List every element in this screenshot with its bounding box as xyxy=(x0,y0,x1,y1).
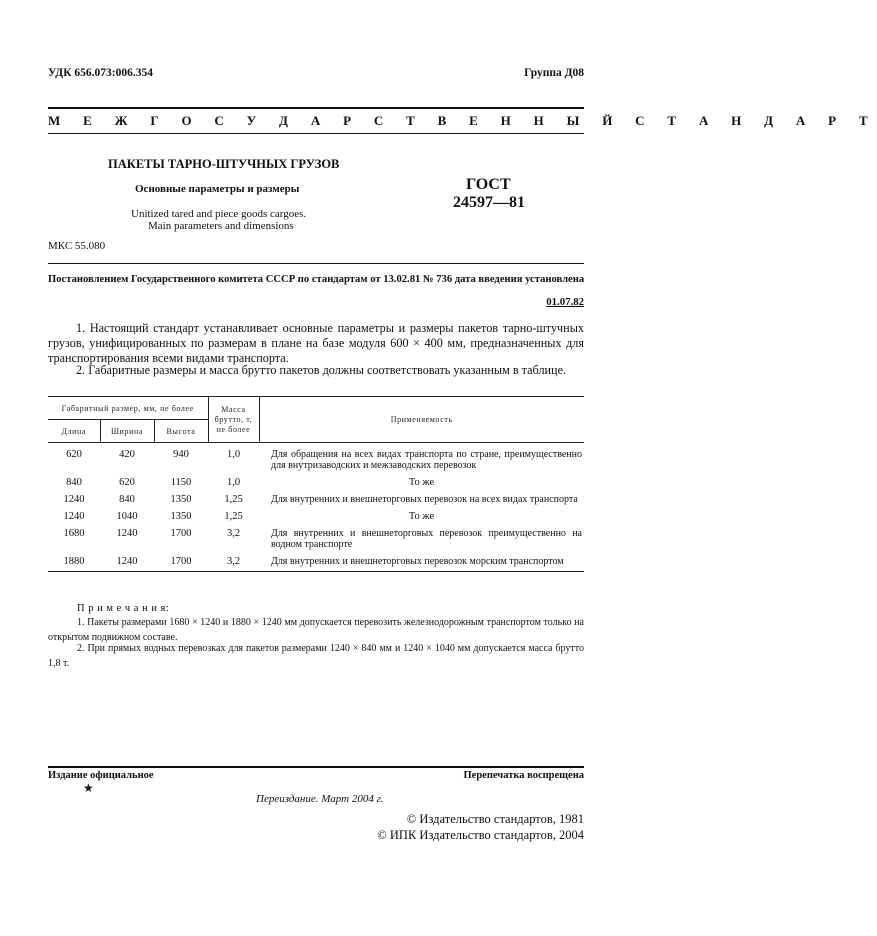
introduction-date: 01.07.82 xyxy=(546,296,584,308)
cell-mass: 3,2 xyxy=(226,556,241,567)
cell-mass: 1,25 xyxy=(224,494,243,505)
cell-length: 620 xyxy=(66,449,82,460)
title-english-1: Unitized tared and piece goods cargoes. xyxy=(131,208,307,220)
cell-width: 840 xyxy=(119,494,135,505)
gost-number: 24597—81 xyxy=(453,194,525,211)
cell-width: 620 xyxy=(119,477,135,488)
decree-rule xyxy=(48,263,584,264)
note-2: 2. При прямых водных перевозках для пакетов размерами 1240 × 840 мм и 1240 × 1040 мм допускается масса брутто 1,8 т. xyxy=(48,643,584,669)
document-subtitle: Основные параметры и размеры xyxy=(135,183,300,195)
cell-length: 1680 xyxy=(63,528,85,539)
cell-application: Для обращения на всех видах транспорта по стране, преимущественно для внутризаводских и межзаводских перевозок xyxy=(271,449,582,471)
cell-length: 1240 xyxy=(63,511,85,522)
cell-width: 1240 xyxy=(116,556,138,567)
reprint-forbidden: Перепечатка воспрещена xyxy=(463,770,584,781)
cell-application: То же xyxy=(408,477,435,488)
cell-width: 420 xyxy=(119,449,135,460)
cell-application: Для внутренних и внешнеторговых перевозок морским транспортом xyxy=(271,556,564,567)
cell-mass: 1,25 xyxy=(224,511,243,522)
cell-width: 1040 xyxy=(116,511,138,522)
cell-height: 940 xyxy=(173,449,189,460)
cell-height: 1350 xyxy=(170,511,192,522)
copyright-2004: © ИПК Издательство стандартов, 2004 xyxy=(377,828,584,842)
standard-type: М Е Ж Г О С У Д А Р С Т В Е Н Н Ы Й С Т А Н Д А Р Т xyxy=(48,113,877,128)
cell-height: 1700 xyxy=(170,556,192,567)
mks-code: МКС 55.080 xyxy=(48,240,106,252)
cell-height: 1150 xyxy=(170,477,192,488)
note-1: 1. Пакеты размерами 1680 × 1240 и 1880 × 1240 мм допускается перевозить железнодорожным транспортом только на открытом подвижном составе. xyxy=(48,617,584,643)
header-application: Применяемость xyxy=(390,415,453,424)
notes-heading: П р и м е ч а н и я: xyxy=(77,603,170,614)
cell-application: То же xyxy=(408,511,435,522)
cell-height: 1700 xyxy=(170,528,192,539)
paragraph-1: 1. Настоящий стандарт устанавливает основные параметры и размеры пакетов тарно-штучных грузов, унифицированных по размерам в плане на базе модуля 600 × 400 мм, предназначенных для транспортирования всеми видами транспорта. xyxy=(48,321,584,365)
cell-length: 1240 xyxy=(63,494,85,505)
cell-mass: 3,2 xyxy=(226,528,241,539)
cell-mass: 1,0 xyxy=(226,477,241,488)
document-title: ПАКЕТЫ ТАРНО-ШТУЧНЫХ ГРУЗОВ xyxy=(108,157,340,171)
cell-mass: 1,0 xyxy=(226,449,241,460)
footer-rule xyxy=(48,766,584,768)
cell-height: 1350 xyxy=(170,494,192,505)
dimensions-table xyxy=(48,396,584,572)
header-width: Ширина xyxy=(100,420,154,443)
cell-length: 840 xyxy=(66,477,82,488)
gost-label: ГОСТ xyxy=(466,176,511,193)
top-rule-thin xyxy=(48,133,584,134)
cell-length: 1880 xyxy=(63,556,85,567)
udk-code: УДК 656.073:006.354 xyxy=(48,67,153,79)
paragraph-2: 2. Габаритные размеры и масса брутто пакетов должны соответствовать указанным в таблице. xyxy=(76,363,567,377)
header-length: Длина xyxy=(48,420,100,443)
reissue-note: Переиздание. Март 2004 г. xyxy=(256,793,384,805)
cell-application: Для внутренних и внешнеторговых перевозок на всех видах транспорта xyxy=(271,494,578,505)
star-icon: ★ xyxy=(83,781,94,795)
header-height: Высота xyxy=(154,420,208,443)
header-mass: Масса брутто, т, не более xyxy=(208,397,259,443)
table-row xyxy=(48,475,584,492)
decree-text: Постановлением Государственного комитета СССР по стандартам от 13.02.81 № 736 дата введения установлена xyxy=(48,274,585,285)
table-row xyxy=(48,526,584,554)
table-row xyxy=(48,509,584,526)
copyright-1981: © Издательство стандартов, 1981 xyxy=(406,812,584,826)
table-row xyxy=(48,443,584,476)
header-dimensions: Габаритный размер, мм, не более xyxy=(48,397,208,420)
official-edition: Издание официальное xyxy=(48,770,154,781)
cell-width: 1240 xyxy=(116,528,138,539)
title-english-2: Main parameters and dimensions xyxy=(148,220,294,232)
cell-application: Для внутренних и внешнеторговых перевозок преимущественно на водном транспорте xyxy=(271,528,582,550)
table-row xyxy=(48,554,584,572)
table-row xyxy=(48,492,584,509)
group-code: Группа Д08 xyxy=(524,67,584,79)
top-rule xyxy=(48,107,584,109)
